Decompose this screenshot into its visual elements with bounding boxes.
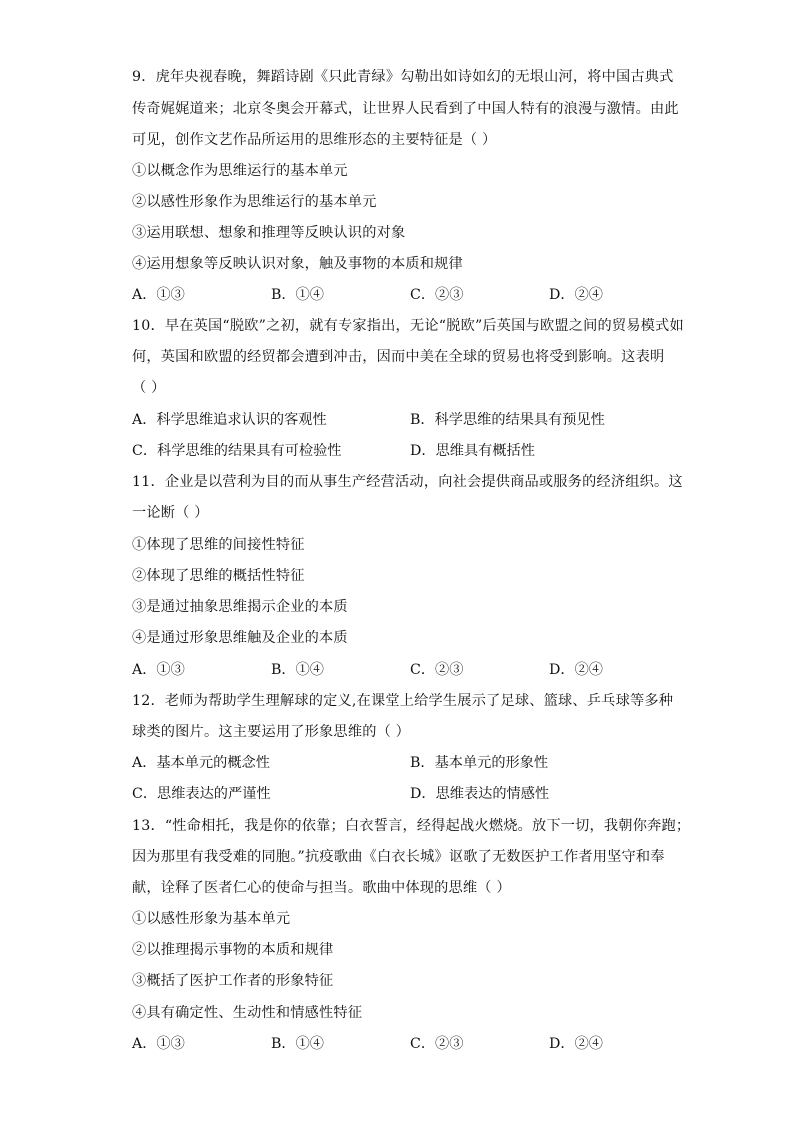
question-12-option-d[interactable]: D．思维表达的情感性 [410, 786, 550, 802]
question-10-option-b[interactable]: B．科学思维的结果具有预见性 [410, 412, 605, 428]
question-10-option-a[interactable]: A．科学思维追求认识的客观性 [132, 412, 327, 428]
question-13-statement-1: ①以感性形象为基本单元 [132, 911, 291, 927]
question-11-line-1: 11．企业是以营利为目的而从事生产经营活动，向社会提供商品或服务的经济组织。这 [132, 474, 683, 490]
question-11-option-c[interactable]: C．②③ [410, 662, 464, 678]
question-9-statement-4: ④运用想象等反映认识对象，触及事物的本质和规律 [132, 256, 463, 272]
question-9-line-1: 9．虎年央视春晚，舞蹈诗剧《只此青绿》勾勒出如诗如幻的无垠山河，将中国古典式 [132, 69, 674, 85]
question-10-line-3: （ ） [132, 380, 166, 396]
question-9-option-a[interactable]: A．①③ [132, 287, 185, 303]
question-11-statement-2: ②体现了思维的概括性特征 [132, 568, 305, 584]
question-12-option-b[interactable]: B．基本单元的形象性 [410, 755, 549, 771]
question-9-statement-3: ③运用联想、想象和推理等反映认识的对象 [132, 225, 406, 241]
question-10-option-c[interactable]: C．科学思维的结果具有可检验性 [132, 443, 342, 459]
question-13-line-2: 因为那里有我受难的同胞。”抗疫歌曲《白衣长城》讴歌了无数医护工作者用坚守和奉 [132, 849, 665, 865]
question-11-option-d[interactable]: D．②④ [549, 662, 603, 678]
question-11-option-b[interactable]: B．①④ [271, 662, 324, 678]
question-13-option-b[interactable]: B．①④ [271, 1036, 324, 1052]
question-13-option-c[interactable]: C．②③ [410, 1036, 464, 1052]
question-13-line-3: 献，诠释了医者仁心的使命与担当。歌曲中体现的思维（ ） [132, 880, 511, 896]
question-9-option-c[interactable]: C．②③ [410, 287, 464, 303]
question-9-statement-1: ①以概念作为思维运行的基本单元 [132, 163, 348, 179]
question-10-line-1: 10．早在英国“脱欧”之初，就有专家指出，无论“脱欧”后英国与欧盟之间的贸易模式如 [132, 318, 684, 334]
question-12-line-1: 12．老师为帮助学生理解球的定义,在课堂上给学生展示了足球、篮球、乒乓球等多种 [132, 693, 674, 709]
question-11-statement-4: ④是通过形象思维触及企业的本质 [132, 630, 348, 646]
question-9-option-d[interactable]: D．②④ [549, 287, 603, 303]
question-9-line-3: 可见，创作文艺作品所运用的思维形态的主要特征是（ ） [132, 132, 497, 148]
question-9-option-b[interactable]: B．①④ [271, 287, 324, 303]
question-10-option-d[interactable]: D．思维具有概括性 [410, 443, 535, 459]
question-13-option-a[interactable]: A．①③ [132, 1036, 185, 1052]
question-12-line-2: 球类的图片。这主要运用了形象思维的（ ） [132, 724, 411, 740]
question-12-option-a[interactable]: A．基本单元的概念性 [132, 755, 270, 771]
question-11-statement-1: ①体现了思维的间接性特征 [132, 537, 305, 553]
question-13-statement-3: ③概括了医护工作者的形象特征 [132, 973, 334, 989]
question-9-statement-2: ②以感性形象作为思维运行的基本单元 [132, 194, 377, 210]
question-12-option-c[interactable]: C．思维表达的严谨性 [132, 786, 271, 802]
question-11-line-2: 一论断（ ） [132, 505, 209, 521]
question-13-statement-4: ④具有确定性、生动性和情感性特征 [132, 1005, 363, 1021]
question-13-statement-2: ②以推理揭示事物的本质和规律 [132, 942, 334, 958]
question-10-line-2: 何，英国和欧盟的经贸都会遭到冲击，因而中美在全球的贸易也将受到影响。这表明 [132, 349, 665, 365]
question-11-option-a[interactable]: A．①③ [132, 662, 185, 678]
question-13-option-d[interactable]: D．②④ [549, 1036, 603, 1052]
question-13-line-1: 13．“性命相托，我是你的依靠；白衣誓言，经得起战火燃烧。放下一切，我朝你奔跑； [132, 818, 691, 834]
question-9-line-2: 传奇娓娓道来；北京冬奥会开幕式，让世界人民看到了中国人特有的浪漫与激情。由此 [132, 101, 679, 117]
question-11-statement-3: ③是通过抽象思维揭示企业的本质 [132, 599, 348, 615]
